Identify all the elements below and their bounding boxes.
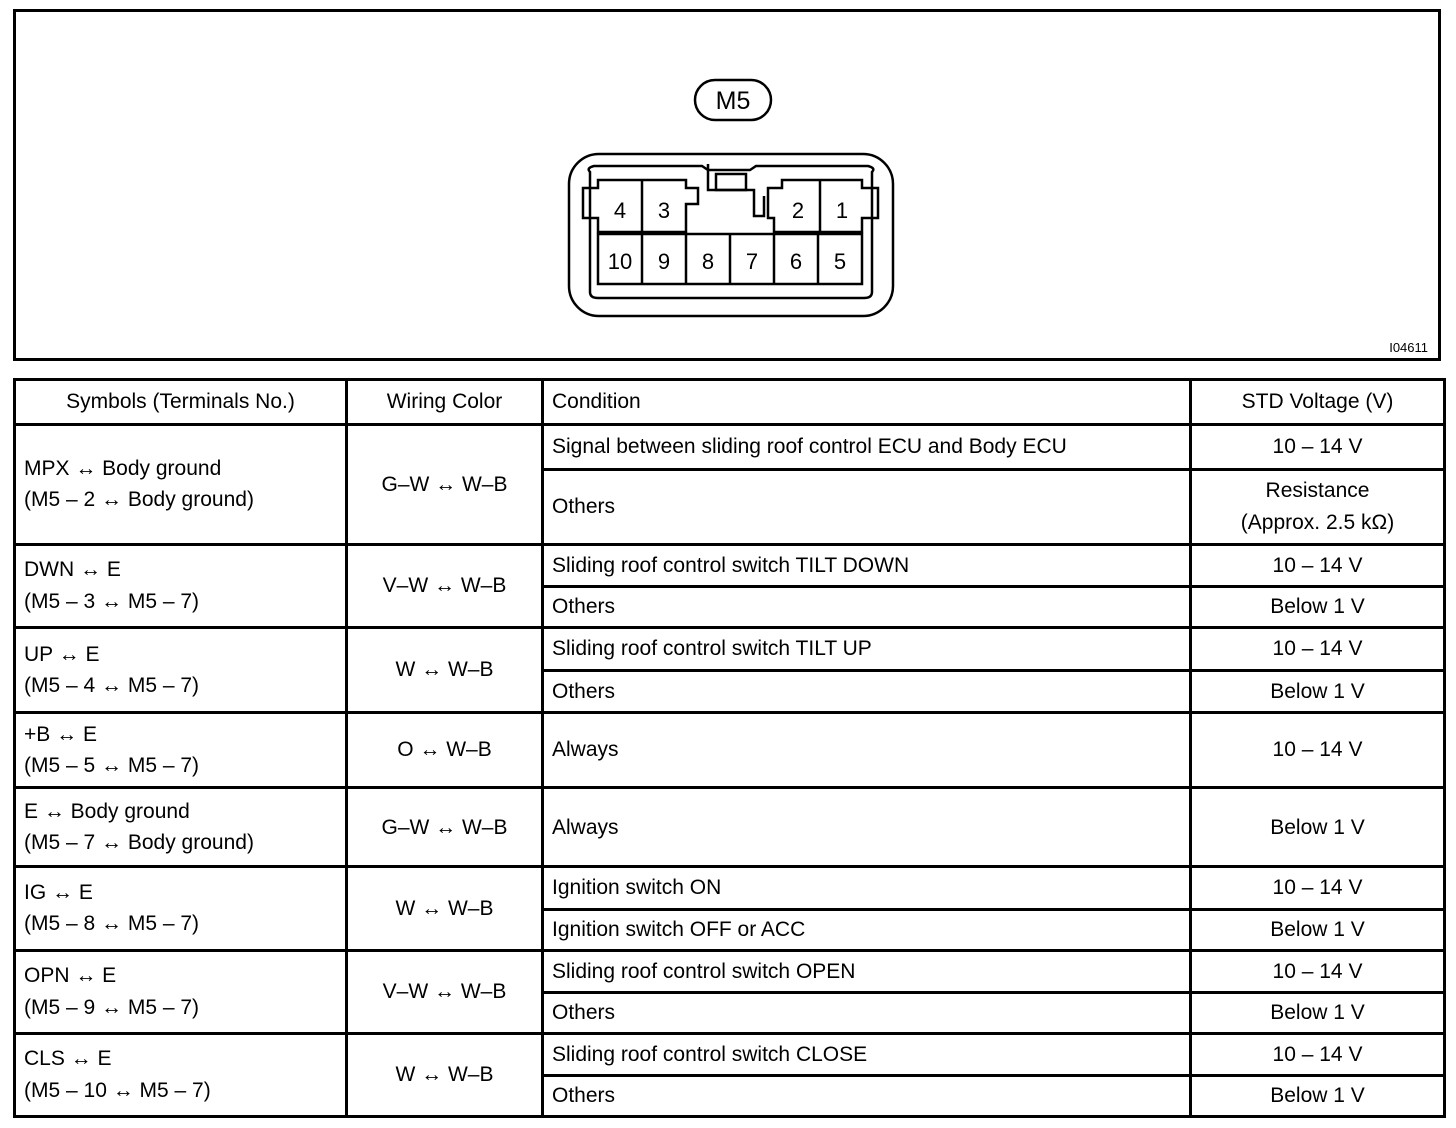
std-voltage-cell xyxy=(1191,909,1445,950)
std-voltage-cell xyxy=(1191,950,1445,993)
condition-cell: Others xyxy=(543,670,1191,713)
terminal-10: 10 xyxy=(607,249,633,274)
header-wiring-color: Wiring Color xyxy=(347,380,543,425)
voltage-value: 10 – 14 V xyxy=(1272,959,1363,983)
symbol-name: MPX ↔ Body ground xyxy=(24,456,222,480)
voltage-value: Below 1 V xyxy=(1270,815,1365,839)
condition-cell: Others xyxy=(543,1076,1191,1117)
condition-cell: Signal between sliding roof control ECU and Body ECU xyxy=(543,425,1191,470)
terminal-numbers: (M5 – 8 ↔ M5 – 7) xyxy=(24,912,200,936)
terminal-numbers: (M5 – 3 ↔ M5 – 7) xyxy=(24,589,200,613)
std-voltage-cell xyxy=(1191,993,1445,1034)
table-row xyxy=(15,627,1445,670)
terminal-numbers: (M5 – 9 ↔ M5 – 7) xyxy=(24,995,200,1019)
terminal-numbers: (M5 – 7 ↔ Body ground) xyxy=(24,831,254,855)
voltage-value: 10 – 14 V xyxy=(1272,636,1363,660)
table-row xyxy=(15,713,1445,788)
header-symbols: Symbols (Terminals No.) xyxy=(15,380,347,425)
terminal-numbers: (M5 – 10 ↔ M5 – 7) xyxy=(24,1078,211,1102)
wiring-color-cell: G–W ↔ W–B xyxy=(347,425,543,545)
symbol-cell xyxy=(15,713,347,788)
symbol-cell xyxy=(15,627,347,712)
condition-cell: Sliding roof control switch CLOSE xyxy=(543,1033,1191,1076)
table-row xyxy=(15,867,1445,910)
condition-cell: Sliding roof control switch TILT UP xyxy=(543,627,1191,670)
wiring-color-cell: W ↔ W–B xyxy=(347,1033,543,1116)
terminal-5: 5 xyxy=(833,249,847,274)
symbol-name: +B ↔ E xyxy=(24,722,97,746)
symbol-name: OPN ↔ E xyxy=(24,964,117,988)
condition-cell: Ignition switch ON xyxy=(543,867,1191,910)
symbol-cell xyxy=(15,867,347,950)
table-row xyxy=(15,1033,1445,1076)
std-voltage-cell xyxy=(1191,544,1445,587)
symbol-name: E ↔ Body ground xyxy=(24,799,190,823)
connector-lock-tab xyxy=(716,174,746,190)
symbol-name: IG ↔ E xyxy=(24,880,93,904)
table-body xyxy=(15,425,1445,1117)
symbol-name: DWN ↔ E xyxy=(24,558,121,582)
symbol-cell xyxy=(15,788,347,867)
condition-cell: Sliding roof control switch TILT DOWN xyxy=(543,544,1191,587)
condition-cell: Sliding roof control switch OPEN xyxy=(543,950,1191,993)
terminal-6: 6 xyxy=(789,249,803,274)
std-voltage-cell xyxy=(1191,713,1445,788)
std-voltage-cell xyxy=(1191,469,1445,544)
std-voltage-cell xyxy=(1191,425,1445,470)
table-row xyxy=(15,788,1445,867)
symbol-cell xyxy=(15,1033,347,1116)
voltage-value: Below 1 V xyxy=(1270,917,1365,941)
terminal-2: 2 xyxy=(791,198,805,223)
std-voltage-cell xyxy=(1191,867,1445,910)
std-voltage-cell xyxy=(1191,1033,1445,1076)
table-row xyxy=(15,950,1445,993)
voltage-value: Below 1 V xyxy=(1270,595,1365,619)
condition-cell: Others xyxy=(543,469,1191,544)
voltage-spec-table xyxy=(13,378,1446,1118)
terminal-4: 4 xyxy=(613,198,627,223)
voltage-value: Below 1 V xyxy=(1270,679,1365,703)
terminal-7: 7 xyxy=(745,249,759,274)
terminal-numbers: (M5 – 5 ↔ M5 – 7) xyxy=(24,754,200,778)
voltage-value-detail: (Approx. 2.5 kΩ) xyxy=(1240,510,1395,534)
condition-cell: Always xyxy=(543,788,1191,867)
connector-diagram xyxy=(13,9,1441,361)
voltage-value: 10 – 14 V xyxy=(1272,876,1363,900)
terminal-1: 1 xyxy=(835,198,849,223)
std-voltage-cell xyxy=(1191,587,1445,628)
terminal-3: 3 xyxy=(657,198,671,223)
terminal-numbers: (M5 – 2 ↔ Body ground) xyxy=(24,488,254,512)
header-std-voltage: STD Voltage (V) xyxy=(1191,380,1445,425)
voltage-value: 10 – 14 V xyxy=(1272,1042,1363,1066)
symbol-name: CLS ↔ E xyxy=(24,1047,112,1071)
wiring-color-cell: V–W ↔ W–B xyxy=(347,950,543,1033)
voltage-value: 10 – 14 V xyxy=(1272,435,1363,459)
connector-m5-drawing xyxy=(16,12,1438,358)
terminal-9: 9 xyxy=(657,249,671,274)
voltage-value: Resistance xyxy=(1265,479,1370,503)
header-condition: Condition xyxy=(543,380,1191,425)
symbol-name: UP ↔ E xyxy=(24,642,100,666)
wiring-color-cell: V–W ↔ W–B xyxy=(347,544,543,627)
voltage-value: 10 – 14 V xyxy=(1272,553,1363,577)
condition-cell: Others xyxy=(543,587,1191,628)
wiring-color-cell: W ↔ W–B xyxy=(347,867,543,950)
std-voltage-cell xyxy=(1191,627,1445,670)
condition-cell: Ignition switch OFF or ACC xyxy=(543,909,1191,950)
symbol-cell xyxy=(15,544,347,627)
std-voltage-cell xyxy=(1191,788,1445,867)
table-row xyxy=(15,425,1445,470)
connector-label: M5 xyxy=(715,87,751,115)
std-voltage-cell xyxy=(1191,1076,1445,1117)
condition-cell: Always xyxy=(543,713,1191,788)
terminal-numbers: (M5 – 4 ↔ M5 – 7) xyxy=(24,674,200,698)
table-header-row xyxy=(15,380,1445,425)
figure-id: I04611 xyxy=(1389,340,1428,355)
wiring-color-cell: G–W ↔ W–B xyxy=(347,788,543,867)
condition-cell: Others xyxy=(543,993,1191,1034)
voltage-value: Below 1 V xyxy=(1270,1084,1365,1108)
terminal-8: 8 xyxy=(701,249,715,274)
std-voltage-cell xyxy=(1191,670,1445,713)
voltage-value: 10 – 14 V xyxy=(1272,738,1363,762)
wiring-color-cell: O ↔ W–B xyxy=(347,713,543,788)
table-row xyxy=(15,544,1445,587)
symbol-cell xyxy=(15,950,347,1033)
voltage-value: Below 1 V xyxy=(1270,1001,1365,1025)
wiring-color-cell: W ↔ W–B xyxy=(347,627,543,712)
symbol-cell xyxy=(15,425,347,545)
